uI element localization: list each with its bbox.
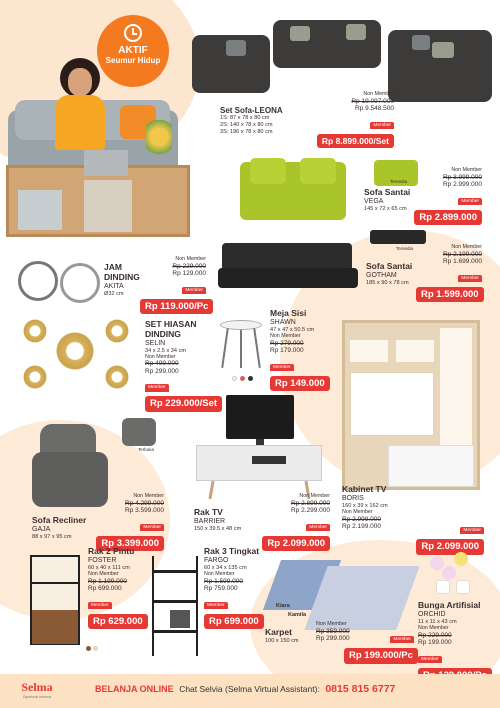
non-member-price: Rp 2.199.000 xyxy=(342,523,382,531)
member-price: Rp 629.000 xyxy=(88,614,148,630)
product-name: Bunga Artifisial xyxy=(418,600,481,610)
badge-subtitle: Seumur Hidup xyxy=(105,56,161,65)
product-name: Rak 2 Pintu xyxy=(88,546,135,556)
footer-label: BELANJA ONLINE xyxy=(95,684,174,694)
product-dimension: 3S: 196 x 78 x 80 cm xyxy=(220,129,273,136)
boris-price xyxy=(412,518,484,555)
non-member-label: Non Member xyxy=(270,332,301,339)
non-member-price: Rp 2.999.000 xyxy=(442,181,482,189)
product-dimension: 100 x 150 cm xyxy=(265,637,299,644)
footer-chat-text: Chat Selvia (Selma Virtual Assistant): xyxy=(179,684,320,694)
member-label: Member xyxy=(204,602,228,609)
barrier-price xyxy=(262,494,330,551)
original-price: Rp 229.000 xyxy=(172,262,206,270)
product-model: AKITA xyxy=(104,282,124,290)
hero-person xyxy=(55,95,105,150)
karpet-variant-label: Kiara xyxy=(276,603,290,609)
original-price: Rp 2.999.000 xyxy=(342,515,382,523)
product-dimension: 11 x 11 x 43 cm xyxy=(418,618,457,625)
member-price: Rp 229.000/Set xyxy=(145,396,222,412)
akita-price xyxy=(140,256,209,314)
product-name: Rak TV xyxy=(194,507,223,517)
original-price: Rp 19.097.000 xyxy=(351,97,394,105)
non-member-label: Non Member xyxy=(88,570,119,577)
member-label: Member xyxy=(418,656,442,663)
original-price: Rp 2.899.000 xyxy=(290,499,330,507)
product-dimension: 60 x 40 x 111 cm xyxy=(88,564,130,571)
member-price: Rp 2.099.000 xyxy=(416,539,484,555)
member-label: Member xyxy=(145,384,169,391)
member-label: Member xyxy=(270,364,294,371)
lifetime-badge xyxy=(97,15,169,87)
non-member-price: Rp 299.000 xyxy=(145,367,179,375)
karpet-variant-label: Kamila xyxy=(288,612,307,618)
product-name: Sofa Santai xyxy=(366,261,413,271)
footer-phone[interactable]: 0815 815 6777 xyxy=(325,683,396,695)
product-name: Rak 3 Tingkat xyxy=(204,546,260,556)
member-price: Rp 2.899.000 xyxy=(414,210,482,226)
hero-basket xyxy=(18,190,62,230)
product-dimension: 47 x 47 x 50.5 cm xyxy=(270,326,315,333)
barrier-info xyxy=(194,508,264,533)
product-model: GAJA xyxy=(32,525,51,533)
product-dimension: 150 x 39.5 x 48 cm xyxy=(194,525,242,532)
badge-title: AKTIF xyxy=(118,45,148,56)
product-name: Sofa Santai xyxy=(364,187,411,197)
original-price: Rp 3.999.000 xyxy=(442,173,482,181)
member-price: Rp 8.899.000/Set xyxy=(317,134,394,149)
product-name: Karpet xyxy=(265,627,292,637)
footer-cta xyxy=(95,683,495,695)
member-label: Member xyxy=(458,275,482,282)
original-price: Rp 2.199.000 xyxy=(442,250,482,258)
product-model: VEGA xyxy=(364,197,384,205)
leona-price xyxy=(310,92,394,149)
original-price: Rp 1.199.000 xyxy=(88,577,128,585)
non-member-price: Rp 699.000 xyxy=(88,585,122,593)
member-price: Rp 1.599.000 xyxy=(416,287,484,303)
product-dimension: 145 x 72 x 65 cm xyxy=(364,205,407,212)
gotham-price xyxy=(416,245,482,302)
non-member-label: Non Member xyxy=(418,624,449,631)
karpet-member-price xyxy=(344,627,414,664)
product-model: BARRIER xyxy=(194,517,226,525)
gaja-note: Terbuka xyxy=(138,447,155,452)
non-member-price: Rp 179.000 xyxy=(270,347,304,355)
non-member-label: Non Member xyxy=(316,621,347,627)
product-model: BORIS xyxy=(342,494,364,502)
product-dimension: Ø32 cm xyxy=(104,290,124,297)
non-member-price: Rp 3.599.000 xyxy=(124,507,164,515)
hero-person xyxy=(68,68,92,96)
product-dimension: 60 x 34 x 135 cm xyxy=(204,564,247,571)
original-price: Rp 4.299.000 xyxy=(124,499,164,507)
footer-bar xyxy=(0,674,500,708)
hero-plant xyxy=(146,120,172,162)
gaja-info xyxy=(32,516,102,541)
gaja-price xyxy=(96,494,164,551)
original-price: Rp 279.000 xyxy=(270,339,304,347)
member-price: Rp 3.399.000 xyxy=(96,536,164,552)
product-model: FOSTER xyxy=(88,556,117,564)
original-price: Rp 499.000 xyxy=(145,360,179,368)
non-member-label: Non Member xyxy=(342,508,373,515)
product-model: FARGO xyxy=(204,556,229,564)
product-dimension: 34 x 2.5 x 34 cm xyxy=(145,347,187,354)
shawn-info xyxy=(270,309,340,391)
product-dimension: 1S: 87 x 78 x 80 cm xyxy=(220,115,270,122)
product-model: GOTHAM xyxy=(366,271,397,279)
member-label: Member xyxy=(306,524,330,531)
non-member-price: Rp 129.000 xyxy=(172,270,206,278)
fargo-info xyxy=(204,547,270,629)
member-price: Rp 2.099.000 xyxy=(262,536,330,552)
gotham-note: Tersedia xyxy=(396,246,414,251)
original-price: Rp 1.599.000 xyxy=(204,577,244,585)
non-member-label: Non Member xyxy=(175,256,206,262)
member-price: Rp 149.000 xyxy=(270,376,330,392)
non-member-label: Non Member xyxy=(451,167,482,173)
non-member-price: Rp 1.699.000 xyxy=(442,258,482,266)
product-name: DINDING xyxy=(104,271,140,282)
product-name: Sofa Recliner xyxy=(32,515,87,525)
non-member-label: Non Member xyxy=(451,244,482,250)
non-member-price: Rp 759.000 xyxy=(204,585,238,593)
hero-storage-box xyxy=(84,180,132,232)
non-member-label: Non Member xyxy=(299,493,330,499)
product-name: SET HIASAN xyxy=(145,319,197,329)
vega-note: Tersedia xyxy=(390,179,408,184)
member-price: Rp 119.000/Pc xyxy=(140,299,213,315)
non-member-price: Rp 2.299.000 xyxy=(290,507,330,515)
foster-info xyxy=(88,547,150,629)
member-label: Member xyxy=(140,524,164,531)
non-member-label: Non Member xyxy=(204,570,235,577)
product-name: Set Sofa-LEONA xyxy=(220,106,283,115)
clock-icon xyxy=(124,24,142,42)
product-dimension: 2S: 140 x 78 x 80 cm xyxy=(220,122,273,129)
non-member-label: Non Member xyxy=(133,493,164,499)
product-model: SELIN xyxy=(145,339,166,347)
hero-laptop xyxy=(84,150,128,176)
product-dimension: 88 x 97 x 95 cm xyxy=(32,533,72,540)
member-price: Rp 699.000 xyxy=(204,614,264,630)
member-label: Member xyxy=(88,602,112,609)
vega-price xyxy=(414,168,482,225)
member-label: Member xyxy=(182,287,206,294)
product-name: Meja Sisi xyxy=(270,308,307,318)
product-name: JAM xyxy=(104,262,122,272)
member-label: Member xyxy=(458,198,482,205)
selma-logo: Selma Diperkuat informa xyxy=(21,680,53,699)
member-label: Member xyxy=(390,636,414,643)
product-name: DINDING xyxy=(145,328,181,339)
non-member-price: Rp 299.000 xyxy=(316,635,350,643)
product-name: Kabinet TV xyxy=(342,484,387,494)
boris-info xyxy=(342,485,412,531)
non-member-label: Non Member xyxy=(145,353,176,360)
member-label: Member xyxy=(460,527,484,534)
non-member-price: Rp 9.548.500 xyxy=(354,105,394,113)
original-price: Rp 229.000 xyxy=(418,631,452,639)
non-member-label: Non Member xyxy=(363,91,394,97)
product-model: ORCHID xyxy=(418,610,446,618)
member-label: Member xyxy=(370,122,394,129)
non-member-price: Rp 199.000 xyxy=(418,639,452,647)
product-dimension: 185 x 90 x 78 cm xyxy=(366,279,409,286)
selin-info xyxy=(145,320,220,412)
hero-scene xyxy=(0,70,215,265)
karpet-info xyxy=(265,628,315,645)
orchid-info xyxy=(418,601,493,683)
product-model: SHAWN xyxy=(270,318,296,326)
product-dimension: 160 x 39 x 162 cm xyxy=(342,502,388,509)
original-price: Rp 359.000 xyxy=(316,627,350,635)
member-price: Rp 199.000/Pc xyxy=(344,648,418,664)
